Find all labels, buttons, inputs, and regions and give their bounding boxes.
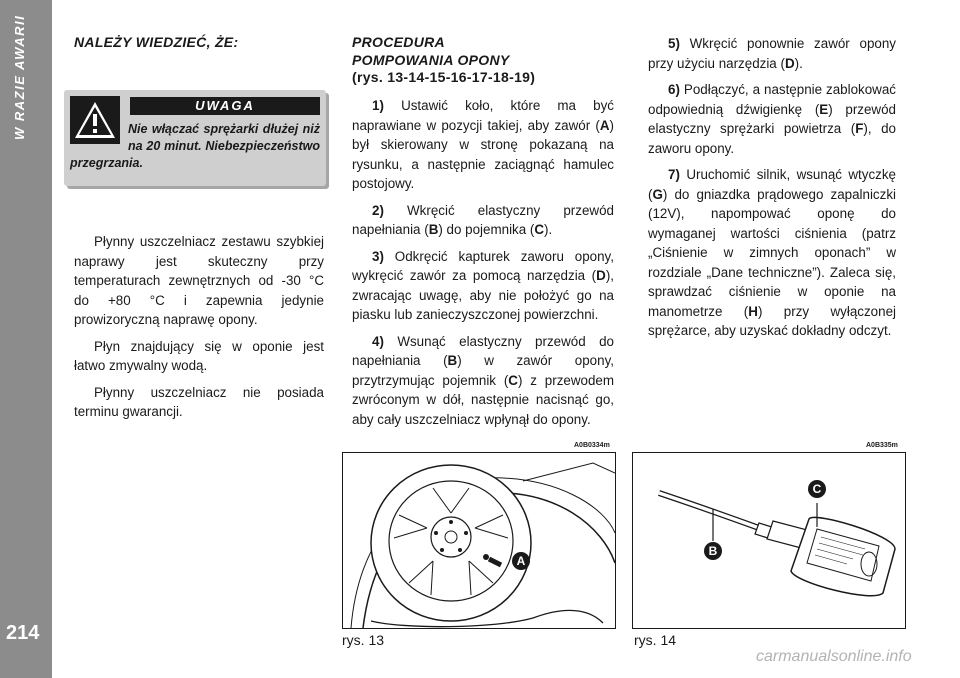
know-heading: NALEŻY WIEDZIEĆ, ŻE: [74,34,239,50]
warning-text: Nie włączać sprężarki dłużej niż na 20 minut. Niebezpieczeństwo przegrzania. [70,122,320,170]
step-paragraph: 2) Wkręcić elastyczny przewód napełniania (B) do pojemnika (C). [352,202,614,237]
step-paragraph: 7) Uruchomić silnik, wsunąć wtyczkę (G) do gniazdka prądowego zapalniczki (12V), napompować oponę do wymaganej wartości ciśnienia (patrz „Ciśnienie w zimnych oponach” w rozdziale „Dane techniczne”). Zaleca się, sprawdzać ciśnienie w oponie na manometrze (H) przy wyłączonej sprężarce, aby uzyskać dokładny odczyt. [648,167,896,338]
step-paragraph: 1) Ustawić koło, które ma być naprawiane w pozycji takiej, aby zawór (A) był skierowany w stronę pokazaną na rysunku, a następnie zaciągnąć hamulec postojowy. [352,98,614,191]
page-number: 214 [6,622,40,644]
figure-code: A0B335m [866,442,898,449]
sidebar [0,0,52,678]
info-paragraph: Płynny uszczelniacz nie posiada terminu gwarancji. [74,384,324,419]
figure-caption: rys. 13 [342,632,385,648]
step-paragraph: 6) Podłączyć, a następnie zablokować odpowiednią dźwigienkę (E) przewód elastyczny sprężarki powietrza (F), do zaworu opony. [648,82,896,156]
figure-sealant-bottle [632,452,906,629]
procedure-steps [352,96,614,436]
info-text [74,232,324,429]
figure-wheel [342,452,616,629]
figure-code: A0B0334m [574,442,610,449]
warning-label: UWAGA [130,97,320,115]
procedure-heading: PROCEDURA POMPOWANIA OPONY (rys. 13-14-15-16-17-18-19) [352,34,536,85]
section-title: W RAZIE AWARII [12,14,27,140]
info-paragraph: Płyn znajdujący się w oponie jest łatwo zmywalny wodą. [74,338,324,373]
info-paragraph: Płynny uszczelniacz zestawu szybkiej naprawy jest skuteczny przy temperaturach zewnętrznych od -30 °C do +80 °C i zapewnia jedynie prowizoryczną naprawę opony. [74,234,324,327]
figure-caption: rys. 14 [634,632,677,648]
marker-b-label: B [708,544,718,558]
watermark: carmanualsonline.info [756,648,912,665]
step-paragraph: 5) Wkręcić ponownie zawór opony przy użyciu narzędzia (D). [648,36,896,71]
procedure-steps-continued [648,34,896,348]
warning-box [64,90,326,186]
marker-a-label: A [516,554,526,568]
step-paragraph: 3) Odkręcić kapturek zaworu opony, wykręcić zawór za pomocą narzędzia (D), zwracając uwagę, aby nie położyć go na piasku lub zanieczyszczonej powierzchni. [352,248,614,322]
step-paragraph: 4) Wsunąć elastyczny przewód do napełniania (B) w zawór opony, przytrzymując pojemnik (C) z przewodem zwróconym w dół, następnie nacisnąć go, aby cały uszczelniacz wpłynął do opony. [352,333,614,427]
marker-c-label: C [812,482,822,496]
